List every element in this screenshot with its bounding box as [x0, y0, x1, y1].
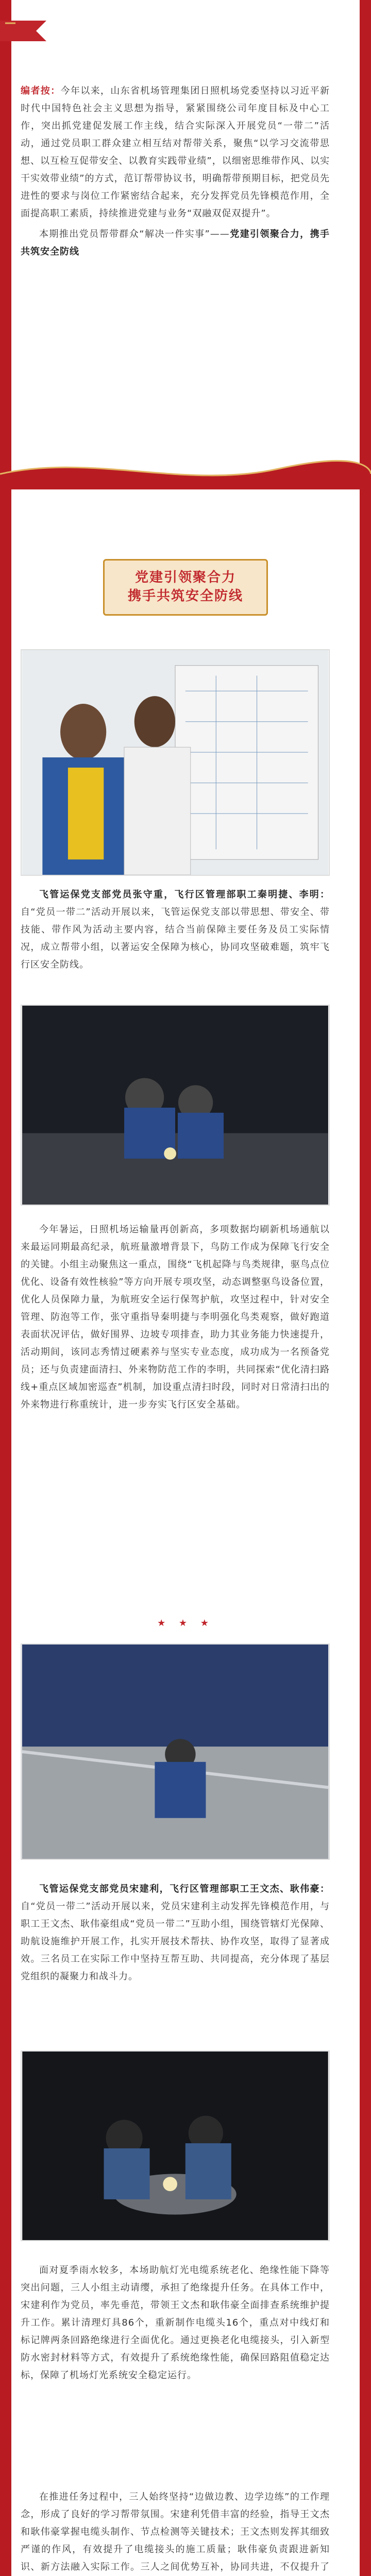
banner-line-2: 携手共筑安全防线	[127, 588, 243, 604]
section-3-heading: 飞管运保党支部党员宋建利，飞行区管理部职工王文杰、耿伟豪：	[39, 1884, 330, 1894]
section-4	[21, 2262, 330, 2384]
photo-office	[21, 649, 330, 876]
section-2-text: 今年暑运，日照机场运输量再创新高，多项数据均刷新机场通航以来最运同期最高纪录，航班量激增背景下，鸟防工作成为保障飞行安全的关键。小组主动聚焦这一重点，围绕“飞机起降与鸟类规律，驱鸟点位优化、设备有效性核验”等方向开展专项攻坚，动态调整驱鸟设备位置，优化人员保障力量，为航班安全运行保驾护航，攻坚过程中，针对安全管理、防泡等工作，张守重指导秦明捷与李明强化鸟类观察，做好跑道表面状况评估，做好围界、边坡专项排查，助力其业务能力快速提升，活动期间，该同志秀情过硬素养与坚实专业态度，成功成为一名预备党员；还与负责建面清扫、外来物防范工作的李明，共同探索“优化清扫路线+重点区域加密巡查”机制，加设重点清扫时段，同时对日常清扫出的外来物进行称重统计，进一步夯实飞行区安全基础。	[21, 1224, 330, 1410]
recommend-text: 本期推出党员帮带群众“解决一件实事”——	[39, 229, 230, 240]
section-2	[21, 1221, 330, 1414]
editor-note-body: 今年以来，山东省机场管理集团日照机场党委坚持以习近平新时代中国特色社会主义思想为指导，紧紧围绕公司年度目标及中心工作，突出抓党建促发展工作主线，结合实际深入开展党员“一带二”活动，通过党员职工群众建立相互结对帮带关系，聚焦“以学习交流带思想、以互检互促带安全、以教育实践带业绩”，以细密思维带作风、以实干实效带业绩”的方式，范订帮带协议书，明确帮带预期目标，把党员先进性的要求与岗位工作紧密结合起来，充分发挥党员先锋模范作用，全面提高职工素质，持续推进党建与业务“双融双促双提升”。	[21, 86, 330, 219]
section-1	[21, 886, 330, 974]
editor-note-lead: 编者按：	[21, 86, 61, 96]
section-4-text: 面对夏季雨水较多，本场助航灯光电缆系统老化、绝缘性能下降等突出问题，三人小组主动请缨，承担了绝缘提升任务。在具体工作中，宋建利作为党员，率先垂范，带领王文杰和耿伟豪全面排查系统维护提升工作。累计清理灯具86个，重新制作电缆头16个，重点对中线灯和标记牌两条回路绝缘进行全面优化。通过更换老化电缆接头，引入新型防水密封材料等方式，有效提升了系统绝缘性能，确保回路阻值稳定达标，保障了机场灯光系统安全稳定运行。	[21, 2265, 330, 2381]
recommend-bold: 党建引领聚合力，携手共筑安全防线	[21, 229, 330, 257]
section-5-text: 在推进任务过程中，三人始终坚持“边做边教、边学边练”的工作理念，形成了良好的学习帮带氛围。宋建利凭借丰富的经验，指导王文杰和耿伟豪掌握电缆头制作、节点检测等关键技术；王文杰则发挥其细致严谨的作风，有效提升了电缆接头的施工质量；耿伟豪负责跟进新知识、新方法融入实际工作。三人之间优势互补，协同共进，不仅提升了	[21, 2492, 330, 2572]
section-1-text: 自“党员一带二”活动开展以来，飞管运保党支部以带思想、带安全、带技能、带作风为活动主要内容，结合当前保障主要任务及员工实际情况，成立帮带小组，以著运安全保障为核心，协同攻坚破难题，筑牢飞行区安全防线。	[21, 907, 330, 970]
section-5	[21, 2488, 330, 2576]
photo-night-inspection	[21, 1005, 330, 1206]
photo-runway-lights	[21, 1643, 330, 1860]
section-3-text: 自“党员一带二”活动开展以来，党员宋建利主动发挥先锋模范作用，与职工王文杰、耿伟豪组成“党员一带二”互助小组，围绕管辖灯光保障、助航设施维护开展工作，扎实开展技术帮扶、协作攻坚，取得了显著成效。三名员工在实际工作中坚持互帮互助、共同提高，充分体现了基层党组织的凝聚力和战斗力。	[21, 1901, 330, 1982]
wave-divider	[0, 453, 371, 489]
section-banner	[103, 559, 268, 616]
photo-cable-work	[21, 2050, 330, 2241]
flag-icon	[0, 15, 62, 52]
section-3	[21, 1880, 330, 1986]
editor-note	[21, 82, 330, 261]
section-1-heading: 飞管运保党支部党员张守重，飞行区管理部职工秦明捷、李明：	[39, 889, 330, 900]
banner-line-1: 党建引领聚合力	[134, 570, 236, 585]
star-divider: ★ ★ ★	[157, 1618, 214, 1629]
